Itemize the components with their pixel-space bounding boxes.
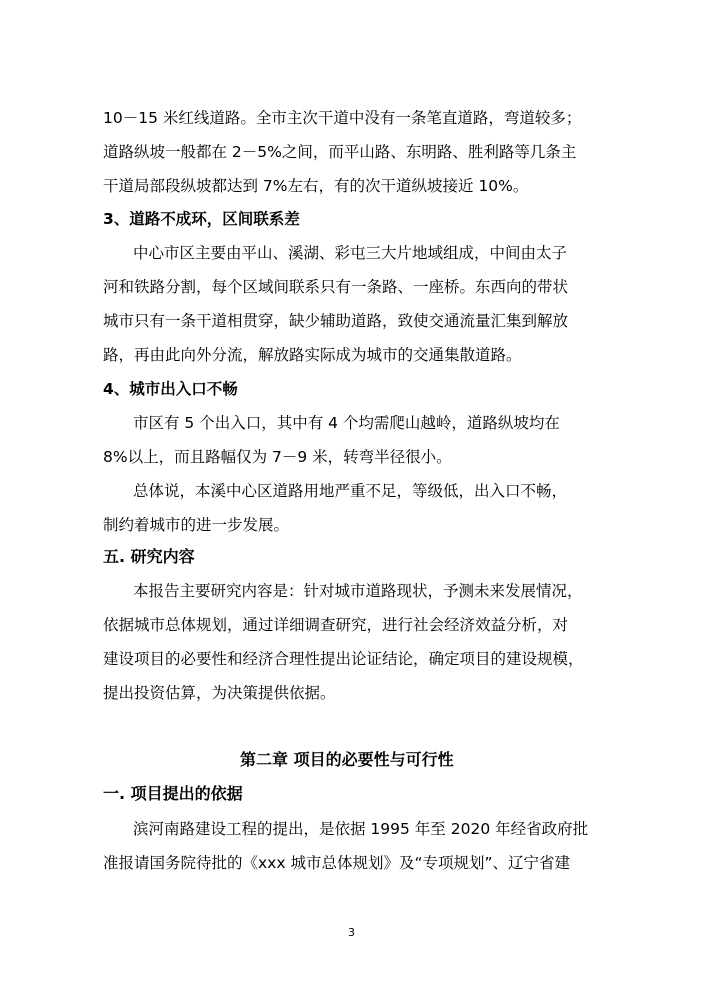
paragraph-line: 准报请国务院待批的《xxx 城市总体规划》及“专项规划”、辽宁省建 bbox=[103, 854, 571, 872]
section-heading-1: 一. 项目提出的依据 bbox=[103, 784, 243, 803]
page-number: 3 bbox=[348, 926, 355, 939]
chapter-title: 第二章 项目的必要性与可行性 bbox=[240, 750, 454, 769]
paragraph-line: 城市只有一条干道相贯穿，缺少辅助道路，致使交通流量汇集到解放 bbox=[103, 312, 569, 330]
paragraph-line: 制约着城市的进一步发展。 bbox=[103, 516, 290, 534]
paragraph-line: 8%以上，而且路幅仅为 7－9 米，转弯半径很小。 bbox=[103, 448, 452, 466]
paragraph-line: 依据城市总体规划，通过详细调查研究，进行社会经济效益分析，对 bbox=[103, 616, 569, 634]
paragraph-line: 10－15 米红线道路。全市主次干道中没有一条笔直道路，弯道较多； bbox=[103, 109, 582, 127]
paragraph-line: 本报告主要研究内容是：针对城市道路现状，予测未来发展情况， bbox=[133, 582, 583, 600]
paragraph-line: 道路纵坡一般都在 2－5%之间，而平山路、东明路、胜利路等几条主 bbox=[103, 143, 577, 161]
section-heading-3: 3、道路不成环，区间联系差 bbox=[103, 210, 300, 228]
paragraph-line: 河和铁路分割，每个区域间联系只有一条路、一座桥。东西向的带状 bbox=[103, 278, 569, 296]
paragraph-line: 滨河南路建设工程的提出，是依据 1995 年至 2020 年经省政府批 bbox=[133, 820, 589, 838]
paragraph-line: 总体说，本溪中心区道路用地严重不足，等级低，出入口不畅， bbox=[133, 482, 568, 500]
paragraph-line: 中心市区主要由平山、溪湖、彩屯三大片地域组成，中间由太子 bbox=[133, 244, 568, 262]
section-heading-4: 4、城市出入口不畅 bbox=[103, 380, 238, 398]
paragraph-line: 提出投资估算，为决策提供依据。 bbox=[103, 684, 336, 702]
paragraph-line: 市区有 5 个出入口，其中有 4 个均需爬山越岭，道路纵坡均在 bbox=[133, 414, 560, 432]
section-heading-5: 五. 研究内容 bbox=[103, 547, 195, 566]
paragraph-line: 建设项目的必要性和经济合理性提出论证结论，确定项目的建设规模， bbox=[103, 650, 584, 668]
paragraph-line: 路，再由此向外分流，解放路实际成为城市的交通集散道路。 bbox=[103, 346, 522, 364]
paragraph-line: 干道局部段纵坡都达到 7%左右，有的次干道纵坡接近 10%。 bbox=[103, 177, 529, 195]
